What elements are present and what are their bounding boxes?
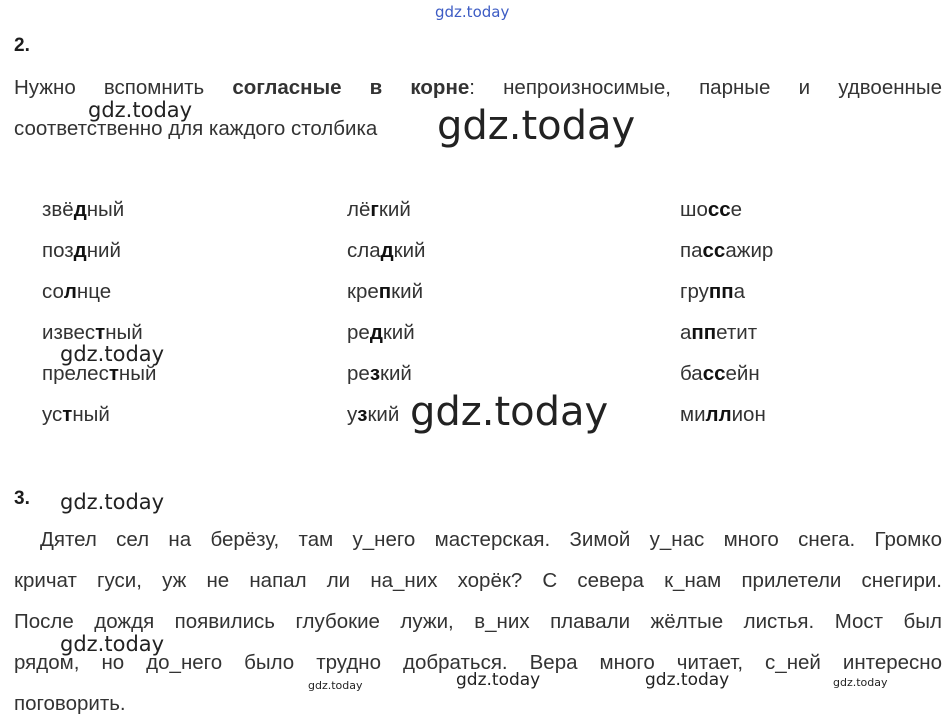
word-suffix: ный <box>72 403 110 426</box>
word-item <box>42 198 124 222</box>
word-root-consonant: сс <box>702 362 726 385</box>
word-root-consonant: л <box>63 280 77 303</box>
task-3-line-2: кричат гуси, уж не напал ли на_них хорёк? С севера к_нам прилетели снегири. <box>14 569 942 592</box>
word-root-consonant: сс <box>707 198 731 221</box>
word-suffix: е <box>730 198 743 221</box>
word-item <box>42 239 121 263</box>
word-prefix: со <box>42 280 64 303</box>
task-3-number: 3. <box>14 488 30 509</box>
task-2-intro-line-2: соответственно для каждого столбика <box>14 117 378 140</box>
word-root-consonant: з <box>357 403 368 426</box>
task-3-line-1: Дятел сел на берёзу, там у_него мастерская. Зимой у_нас много снега. Громко <box>40 528 942 551</box>
task-3-line-3: После дождя появились глубокие лужи, в_них плавали жёлтые листья. Мост был <box>14 610 942 633</box>
word-prefix: лё <box>347 198 371 221</box>
word-prefix: ба <box>680 362 703 385</box>
word-prefix: ус <box>42 403 63 426</box>
word-item <box>347 403 399 427</box>
watermark: gdz.today <box>60 342 165 366</box>
word-prefix: извес <box>42 321 96 344</box>
word-suffix: ейн <box>725 362 760 385</box>
word-suffix: кий <box>380 362 412 385</box>
intro-text-post: : непроизносимые, парные и удвоенные <box>469 76 942 99</box>
word-prefix: шо <box>680 198 708 221</box>
task-3-line-5: поговорить. <box>14 692 126 715</box>
word-root-consonant: лл <box>705 403 732 426</box>
word-prefix: ми <box>680 403 706 426</box>
watermark: gdz.today <box>88 98 193 122</box>
word-item <box>42 403 110 427</box>
word-root-consonant: з <box>369 362 381 385</box>
word-suffix: кий <box>393 239 426 262</box>
word-item <box>680 362 760 386</box>
word-item <box>680 403 766 427</box>
word-root-consonant: г <box>370 198 379 221</box>
word-suffix: ний <box>86 239 121 262</box>
word-root-consonant: пп <box>708 280 734 303</box>
word-item <box>347 362 412 386</box>
word-prefix: па <box>680 239 703 262</box>
word-suffix: кий <box>378 198 411 221</box>
word-item <box>347 239 426 263</box>
word-root-consonant: д <box>73 239 87 262</box>
task-3-line-4: рядом, но до_него было трудно добраться. Вера много читает, с_ней интересно <box>14 651 942 674</box>
word-prefix: а <box>680 321 692 344</box>
word-prefix: прелес <box>42 362 109 385</box>
word-root-consonant: п <box>378 280 392 303</box>
word-prefix: ре <box>347 321 370 344</box>
word-prefix: ре <box>347 362 370 385</box>
watermark: gdz.today <box>60 632 165 656</box>
word-root-consonant: сс <box>702 239 726 262</box>
word-item <box>347 321 415 345</box>
word-root-consonant: пп <box>691 321 717 344</box>
word-item <box>680 321 757 345</box>
watermark-small: gdz.today <box>833 676 888 689</box>
word-prefix: гру <box>680 280 709 303</box>
word-suffix: нце <box>76 280 112 303</box>
word-root-consonant: д <box>369 321 383 344</box>
task-2-number: 2. <box>14 35 30 56</box>
word-prefix: сла <box>347 239 381 262</box>
word-suffix: а <box>733 280 746 303</box>
word-item <box>680 280 745 304</box>
watermark-top: gdz.today <box>435 3 510 21</box>
word-prefix: поз <box>42 239 74 262</box>
watermark: gdz.today <box>60 490 165 514</box>
word-item <box>42 280 111 304</box>
word-root-consonant: т <box>108 362 119 385</box>
word-suffix: ион <box>731 403 766 426</box>
word-prefix: у <box>347 403 358 426</box>
word-suffix: етит <box>716 321 758 344</box>
watermark-small: gdz.today <box>308 679 363 692</box>
intro-text-pre: Нужно вспомнить <box>14 76 233 99</box>
word-suffix: ный <box>86 198 125 221</box>
word-suffix: ный <box>105 321 143 344</box>
word-prefix: звё <box>42 198 74 221</box>
watermark-large: gdz.today <box>410 389 609 435</box>
word-root-consonant: т <box>95 321 106 344</box>
watermark-large: gdz.today <box>437 103 636 149</box>
word-suffix: ажир <box>725 239 774 262</box>
word-suffix: кий <box>391 280 424 303</box>
word-item <box>347 198 411 222</box>
word-suffix: кий <box>382 321 415 344</box>
word-suffix: ный <box>118 362 157 385</box>
word-prefix: кре <box>347 280 379 303</box>
watermark: gdz.today <box>456 670 541 690</box>
word-item <box>680 198 742 222</box>
word-item <box>680 239 773 263</box>
watermark: gdz.today <box>645 670 730 690</box>
intro-text-bold: согласные в корне <box>232 76 470 99</box>
word-item <box>347 280 423 304</box>
word-root-consonant: д <box>73 198 87 221</box>
word-root-consonant: т <box>62 403 73 426</box>
word-suffix: кий <box>367 403 400 426</box>
task-2-intro-line-1 <box>14 76 942 100</box>
word-root-consonant: д <box>380 239 394 262</box>
